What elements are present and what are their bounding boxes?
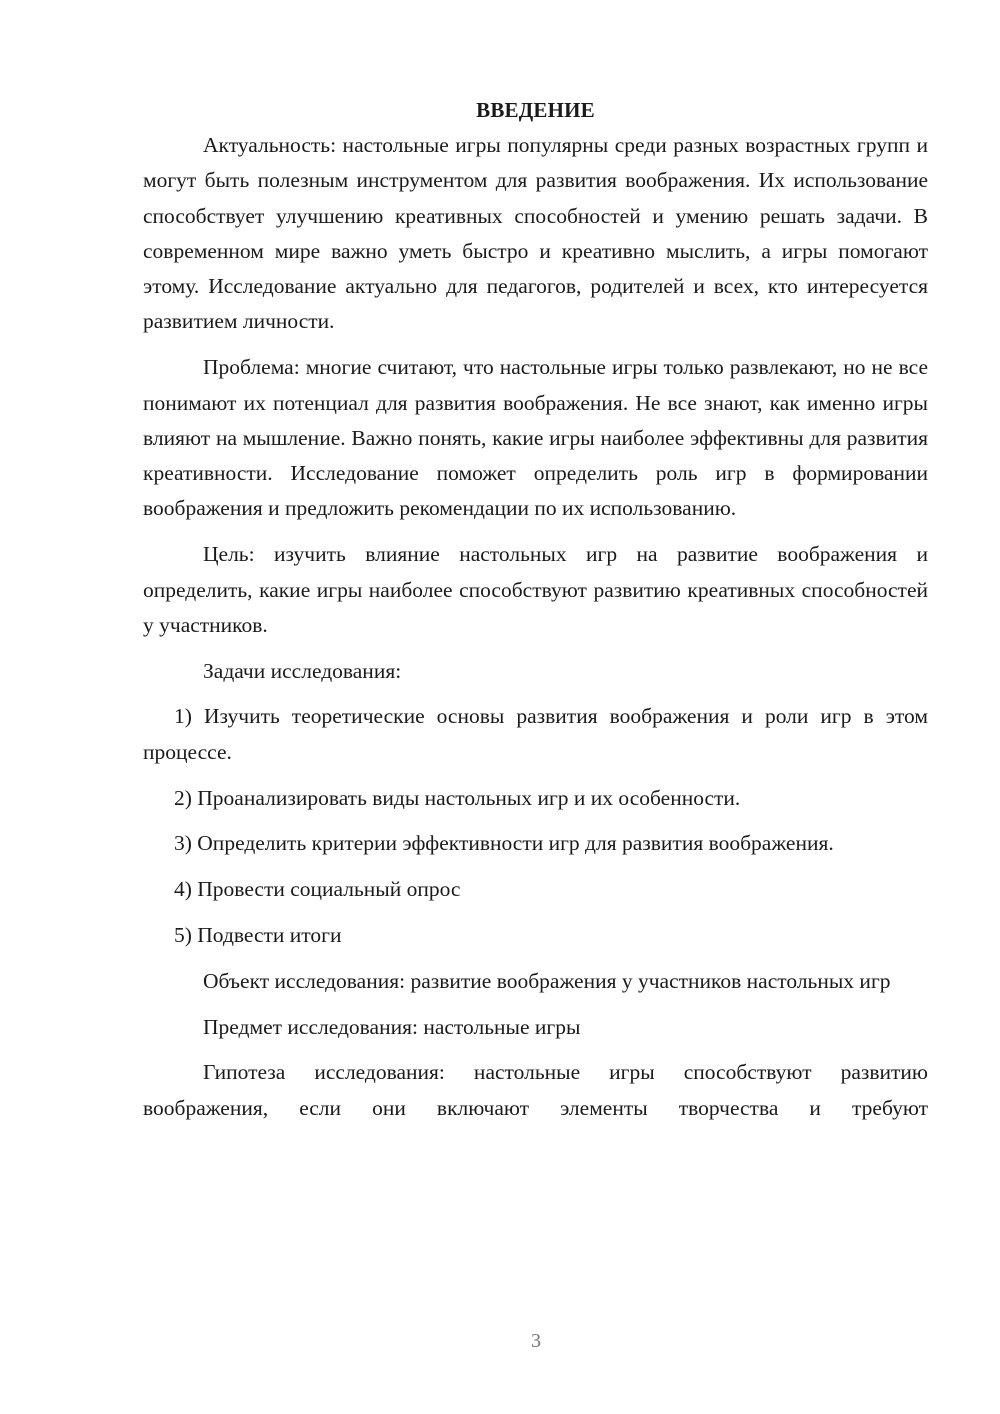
task-item-4: 4) Провести социальный опрос (174, 877, 461, 902)
task-item-5: 5) Подвести итоги (174, 922, 342, 947)
task-item-3: 3) Определить критерии эффективности игр для развития воображения. (174, 831, 834, 856)
object-paragraph: Объект исследования: развитие воображения у участников настольных игр (203, 968, 891, 993)
tasks-title: Задачи исследования: (203, 658, 402, 683)
section-heading: ВВЕДЕНИЕ (476, 98, 595, 122)
problem-paragraph: Проблема: многие считают, что настольные игры только развлекают, но не все понимают их потенциал для развития воображения. Не все знают, как именно игры влияют на мышление. Важно понять, какие игры наиболее эффективны для развития креативности. Исследование поможет определить роль игр в формировании воображения и предложить рекомендации по их использованию. (143, 355, 928, 521)
subject-paragraph: Предмет исследования: настольные игры (203, 1014, 581, 1039)
task-item-2: 2) Проанализировать виды настольных игр и их особенности. (174, 785, 741, 810)
goal-paragraph: Цель: изучить влияние настольных игр на развитие воображения и определить, какие игры наиболее способствуют развитию креативных способностей у участников. (143, 542, 928, 637)
relevance-paragraph: Актуальность: настольные игры популярны среди разных возрастных групп и могут быть полезным инструментом для развития воображения. Их использование способствует улучшению креативных способностей и умению решать задачи. В современном мире важно уметь быстро и креативно мыслить, а игры помогают этому. Исследование актуально для педагогов, родителей и всех, кто интересуется развитием личности. (143, 133, 928, 334)
document-page (143, 92, 928, 1136)
page-number: 3 (531, 1330, 541, 1352)
task-item-1: 1) Изучить теоретические основы развития воображения и роли игр в этом процессе. (143, 704, 928, 764)
hypothesis-paragraph: Гипотеза исследования: настольные игры способствуют развитию воображения, если они включают элементы творчества и требуют (143, 1060, 928, 1120)
